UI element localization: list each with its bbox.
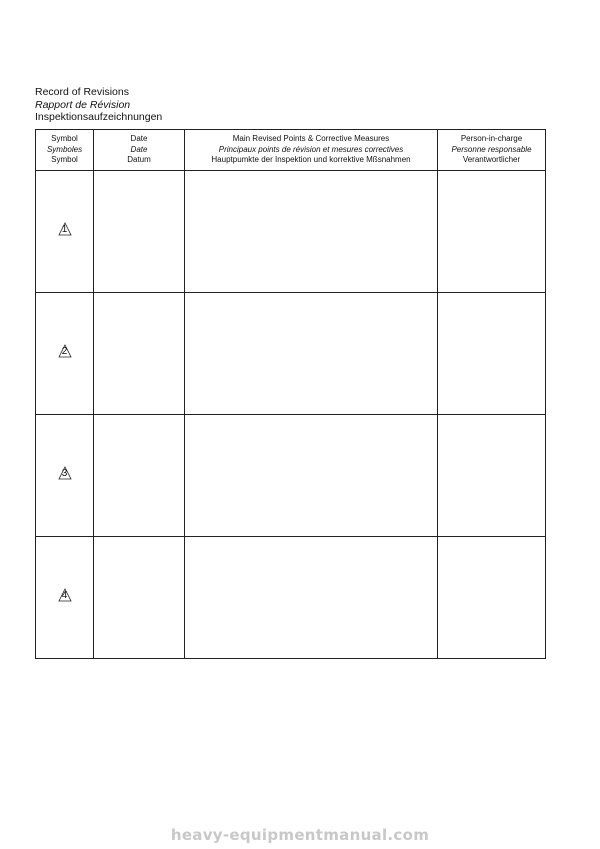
header-label-fr: Symboles [46, 144, 83, 154]
header-symbol [36, 130, 94, 171]
revision-triangle-icon [58, 588, 72, 602]
revision-triangle-icon [58, 222, 72, 236]
person-in-charge-cell [438, 537, 546, 659]
header-revised-points [185, 130, 438, 171]
revisions-table [35, 129, 546, 659]
table-row [36, 415, 546, 537]
date-cell [94, 415, 185, 537]
revision-symbol-number: 4 [61, 590, 68, 601]
header-label-de: Datum [127, 155, 151, 165]
person-in-charge-cell [438, 415, 546, 537]
page-heading [35, 86, 162, 124]
date-cell [94, 537, 185, 659]
revision-symbol-number: 1 [61, 224, 68, 235]
person-in-charge-cell [438, 171, 546, 293]
header-label-en: Main Revised Points & Corrective Measures [232, 134, 390, 144]
revised-points-cell [185, 171, 438, 293]
table-header-row [36, 130, 546, 171]
header-label-fr: Principaux points de révision et mesures correctives [218, 144, 404, 154]
table-row [36, 537, 546, 659]
header-label-fr: Date [130, 144, 148, 154]
symbol-cell [36, 293, 94, 415]
symbol-cell [36, 537, 94, 659]
revised-points-cell [185, 293, 438, 415]
person-in-charge-cell [438, 293, 546, 415]
date-cell [94, 293, 185, 415]
header-date [94, 130, 185, 171]
revision-symbol-number: 2 [61, 346, 68, 357]
header-label-en: Person-in-charge [460, 134, 523, 144]
header-label-en: Symbol [51, 134, 78, 144]
revised-points-cell [185, 537, 438, 659]
heading-german: Inspektionsaufzeichnungen [35, 111, 163, 123]
header-label-de: Verantwortlicher [462, 155, 521, 165]
revision-triangle-icon [58, 344, 72, 358]
header-label-en: Date [130, 134, 148, 144]
symbol-cell [36, 171, 94, 293]
header-person-in-charge [438, 130, 546, 171]
revision-symbol-number: 3 [61, 468, 68, 479]
heading-english: Record of Revisions [35, 86, 129, 98]
header-label-de: Symbol [51, 155, 78, 165]
header-label-de: Hauptpumkte der Inspektion und korrektive Mßsnahmen [211, 155, 411, 165]
table-row [36, 293, 546, 415]
header-label-fr: Personne responsable [451, 144, 532, 154]
heading-french: Rapport de Révision [35, 98, 131, 111]
revised-points-cell [185, 415, 438, 537]
revision-triangle-icon [58, 466, 72, 480]
symbol-cell [36, 415, 94, 537]
watermark: heavy-equipmentmanual.com [170, 826, 430, 844]
date-cell [94, 171, 185, 293]
table-row [36, 171, 546, 293]
